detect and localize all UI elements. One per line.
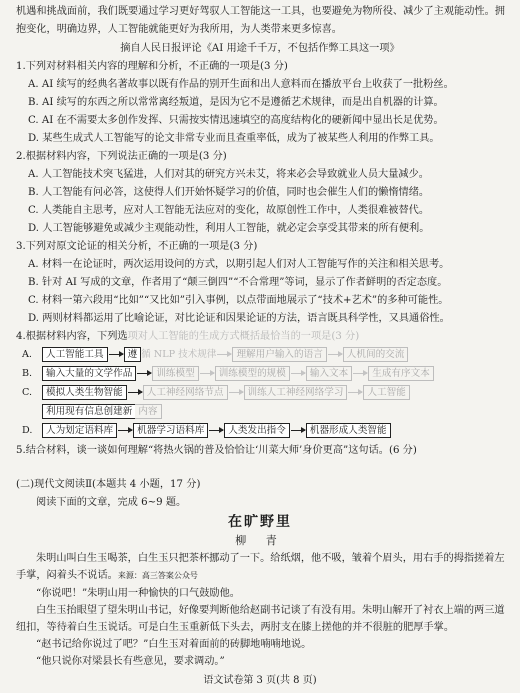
arrow-icon [209, 430, 223, 431]
question-3-option-a: A. 材料一在论证时，两次运用设问的方式，以期引起人们对人工智能写作的关注和相关思考。 [28, 259, 450, 270]
question-4-option-a [22, 347, 408, 362]
question-2-option-a: A. 人工智能技术突飞猛进，人们对其的研究方兴未艾，将来必会导致就业人员大量减少。 [28, 169, 429, 180]
section-instruction: 阅读下面的文章，完成 6~9 题。 [36, 497, 187, 508]
flow-box: 机器学习语料库 [133, 423, 208, 438]
question-1-option-a: A. AI 续写的经典名著故事以既有作品的别开生面和出人意料而在播放平台上收获了一批粉丝。 [28, 79, 454, 90]
question-3-option-b: B. 针对 AI 写成的文章，作者用了“颠三倒四”“不合常理”等词，显示了作者鲜明的否定态度。 [28, 277, 448, 288]
story-paragraph: 朱明山叫白生玉喝茶，白生玉只把茶杯挪动了一下。给纸烟，他不吸，皱着个眉头，用右手的拇指搓着左 [36, 553, 505, 564]
flow-box: 人类发出指令 [224, 423, 290, 438]
flow-box-faded: 训练模型 [152, 366, 198, 381]
arrow-icon [291, 430, 305, 431]
question-4-option-b [22, 366, 434, 381]
flow-box-faded: 训练人工神经网络学习 [244, 385, 348, 400]
question-4-option-d [22, 423, 391, 438]
source-citation: 摘自人民日报评论《AI 用途千千万，不包括作弊工具这一项》 [120, 43, 400, 54]
arrow-icon [353, 373, 367, 374]
question-4-option-c [22, 385, 410, 400]
question-5-stem: 5.结合材料，谈一谈如何理解“将热火锅的普及恰恰让‘川菜大师’身价更高”这句话。(6 分) [16, 445, 417, 456]
question-3-option-c: C. 材料一第六段用“比如”“又比如”引入事例，以点带面地展示了“技术+艺术”的多种可能性。 [28, 295, 449, 306]
question-2-stem: 2.根据材料内容，下列说法正确的一项是(3 分) [16, 151, 227, 162]
arrow-icon [109, 354, 123, 355]
flow-box-faded: 生成有序文本 [368, 366, 434, 381]
flow-box: 人为划定语料库 [42, 423, 117, 438]
arrow-icon [118, 430, 132, 431]
question-1-stem: 1.下列对材料相关内容的理解和分析，不正确的一项是(3 分) [16, 61, 288, 72]
story-paragraph-line [16, 567, 508, 584]
flow-box: 机器形成人类智能 [306, 423, 391, 438]
section-heading: (二)现代文阅读Ⅱ(本题共 4 小题，17 分) [16, 479, 201, 490]
flow-box: 遵 [124, 347, 142, 362]
flow-box-faded: 人工智能 [363, 385, 409, 400]
arrow-icon [217, 354, 231, 355]
question-2-option-b: B. 人工智能有问必答，这使得人们开始怀疑学习的价值，同时也会催生人们的懒惰情绪。 [28, 187, 430, 198]
flow-box: 利用现有信息创建新 [42, 404, 135, 419]
story-paragraph-line: 纽扣，等待着白生玉说话。可是白生玉重新低下头去，两肘支在膝上搓他的并不很脏的肥厚手掌。 [16, 622, 455, 633]
flow-box: 人工智能工具 [42, 347, 108, 362]
flow-box-faded: 训练模型的规模 [215, 366, 290, 381]
arrow-icon [200, 373, 214, 374]
flow-box-faded: 输入文本 [306, 366, 352, 381]
question-3-option-d: D. 两则材料都运用了比喻论证，对比论证和因果论证的方法，语言既具科学性，又具通俗性。 [28, 313, 450, 324]
page-footer: 语文试卷第 3 页(共 8 页) [203, 675, 317, 686]
question-4-stem-faded-text: 项对人工智能的生成方式概括最恰当的一项是(3 分) [127, 331, 360, 342]
arrow-icon [348, 392, 362, 393]
article-title: 在旷野里 [228, 514, 292, 530]
body-text: 机遇和挑战面前，我们既要通过学习更好驾驭人工智能这一工具，也要避免为物所役、减少了主观能动性。拥 [16, 6, 505, 17]
question-4-stem [16, 328, 508, 345]
option-letter: C. [22, 386, 33, 398]
arrow-icon [137, 373, 151, 374]
article-author: 柳 青 [235, 534, 285, 547]
question-1-option-c: C. AI 在不需要太多创作发挥、只需按实情迅速填空的高度结构化的硬新闻中显出长足优势。 [28, 115, 444, 126]
story-paragraph: 白生玉抬眼望了望朱明山书记，好像要判断他给赵副书记谈了有没有用。朱明山解开了衬衣上端的两三道 [36, 605, 505, 616]
flow-box-faded: 内容 [135, 404, 161, 419]
arrow-icon [291, 373, 305, 374]
question-3-stem: 3.下列对原文论证的相关分析，不正确的一项是(3 分) [16, 241, 258, 252]
arrow-icon [229, 392, 243, 393]
story-paragraph: “他只说你对梁县长有些意见，要求调动。” [36, 656, 225, 667]
question-2-option-d: D. 人工智能够避免或减少主观能动性，利用人工智能，就必定会享受其带来的所有便利。 [28, 223, 430, 234]
arrow-icon [128, 392, 142, 393]
story-paragraph: “赵书记给你说过了吧？”白生玉对着面前的砖脚地喃喃地说。 [36, 639, 312, 650]
question-4-option-c-continued [42, 404, 162, 419]
option-letter: B. [22, 367, 33, 379]
question-4-stem-text: 4.根据材料内容，下列选 [16, 331, 128, 342]
flow-box: 模拟人类生物智能 [42, 385, 127, 400]
body-text: 抱变化，明确边界，人工智能就能更好为我所用，为人类带来更多惊喜。 [16, 24, 342, 35]
flow-box-faded: 理解用户输入的语言 [232, 347, 326, 362]
flow-box: 输入大量的文学作品 [42, 366, 136, 381]
story-text: 手掌，闷着头不说话。 [16, 570, 118, 581]
story-paragraph: “你说吧！”朱明山用一种愉快的口气鼓励他。 [36, 588, 240, 599]
flow-box-faded: 人工神经网络节点 [143, 385, 228, 400]
option-letter: D. [22, 424, 33, 436]
option-letter: A. [22, 348, 32, 360]
question-1-option-b: B. AI 续写的东西之所以常常离经叛道，是因为它不是遵循艺术规律，而是出自机器的计算。 [28, 97, 444, 108]
question-2-option-c: C. 人类能自主思考，应对人工智能无法应对的变化，故原创性工作中，人类很难被替代。 [28, 205, 430, 216]
arrow-icon [328, 354, 342, 355]
question-1-option-d: D. 某些生成式人工智能写的论文非常专业而且查重率低，成为了被某些人利用的作弊工具。 [28, 133, 440, 144]
watermark-text: 来源：高三答案公众号 [117, 571, 198, 580]
flow-box-faded: 人机间的交流 [343, 347, 409, 362]
flow-text-faded: 循 NLP 技术规律 [141, 348, 217, 360]
